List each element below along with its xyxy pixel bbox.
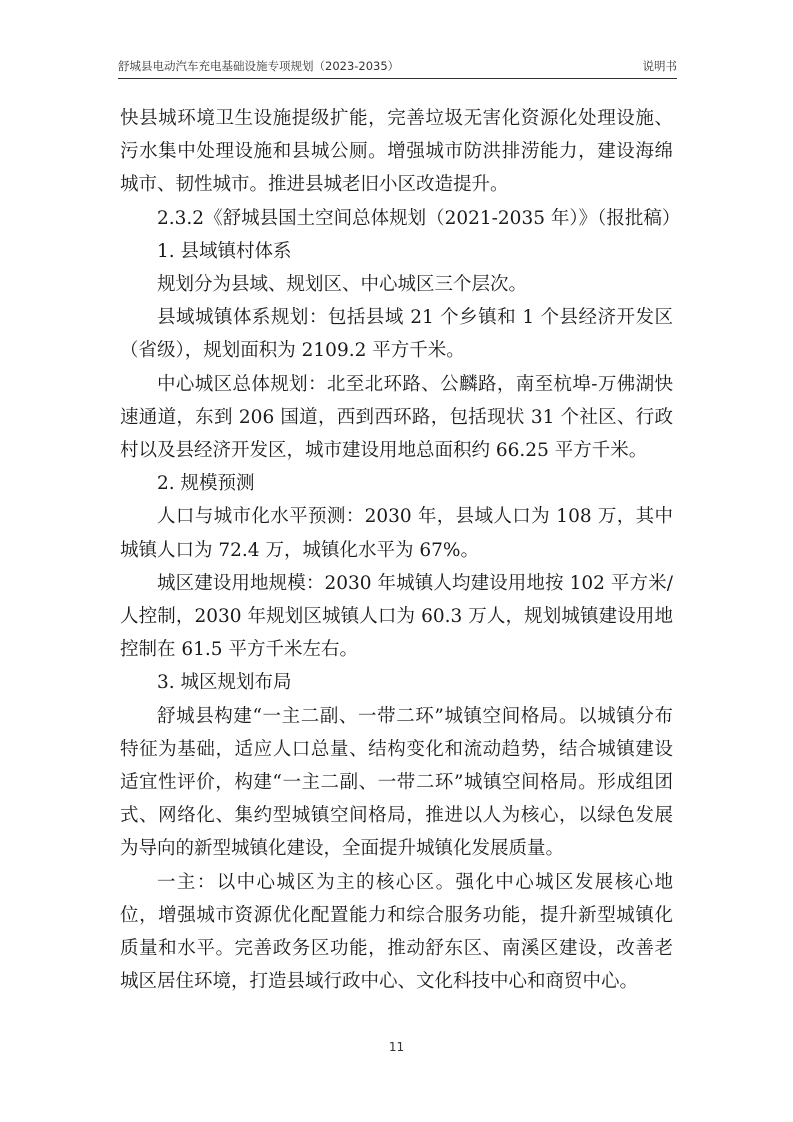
paragraph-levels: 规划分为县域、规划区、中心城区三个层次。 xyxy=(157,274,528,296)
subheading-urban-layout: 3. 城区规划布局 xyxy=(157,672,292,694)
page-number: 11 xyxy=(388,1040,405,1054)
header-doc-type: 说明书 xyxy=(642,59,677,73)
subheading-scale-forecast: 2. 规模预测 xyxy=(157,473,255,495)
paragraph-spatial-pattern: 舒城县构建“一主二副、一带二环”城镇空间格局。以城镇分布特征为基础，适应人口总量、结构变化和流动趋势，结合城镇建设适宜性评价，构建“一主二副、一带二环”城镇空间格局。形成组团式、网络化、集约型城镇空间格局，推进以人为核心，以绿色发展为导向的新型城镇化建设，全面提升城镇化发展质量。 xyxy=(120,705,673,860)
header-title: 舒城县电动汽车充电基础设施专项规划（2023-2035） xyxy=(118,59,400,73)
paragraph-one-main: 一主：以中心城区为主的核心区。强化中心城区发展核心地位，增强城市资源优化配置能力和综合服务功能，提升新型城镇化质量和水平。完善政务区功能，推动舒东区、南溪区建设，改善老城区居住环境，打造县域行政中心、文化科技中心和商贸中心。 xyxy=(120,871,673,993)
paragraph-central-district: 中心城区总体规划：北至北环路、公麟路，南至杭埠-万佛湖快速通道，东到 206 国道，西到西环路，包括现状 31 个社区、行政村以及县经济开发区，城市建设用地总面积约 66.25 平方千米。 xyxy=(120,373,673,462)
paragraph-population-forecast: 人口与城市化水平预测：2030 年，县域人口为 108 万，其中城镇人口为 72.4 万，城镇化水平为 67%。 xyxy=(120,506,673,561)
paragraph-county-system: 县域城镇体系规划：包括县域 21 个乡镇和 1 个县经济开发区（省级），规划面积为 2109.2 平方千米。 xyxy=(120,307,673,362)
page-header xyxy=(118,56,677,79)
section-heading-2-3-2: 2.3.2《舒城县国土空间总体规划（2021-2035 年）》（报批稿） xyxy=(157,207,681,229)
page-body xyxy=(120,102,681,998)
paragraph-continued: 快县城环境卫生设施提级扩能，完善垃圾无害化资源化处理设施、污水集中处理设施和县城公厕。增强城市防洪排涝能力，建设海绵城市、韧性城市。推进县城老旧小区改造提升。 xyxy=(120,108,673,196)
subheading-town-village-system: 1. 县域镇村体系 xyxy=(157,240,292,262)
paragraph-land-scale: 城区建设用地规模：2030 年城镇人均建设用地按 102 平方米/人控制，2030 年规划区城镇人口为 60.3 万人，规划城镇建设用地控制在 61.5 平方千米左右。 xyxy=(120,572,673,661)
